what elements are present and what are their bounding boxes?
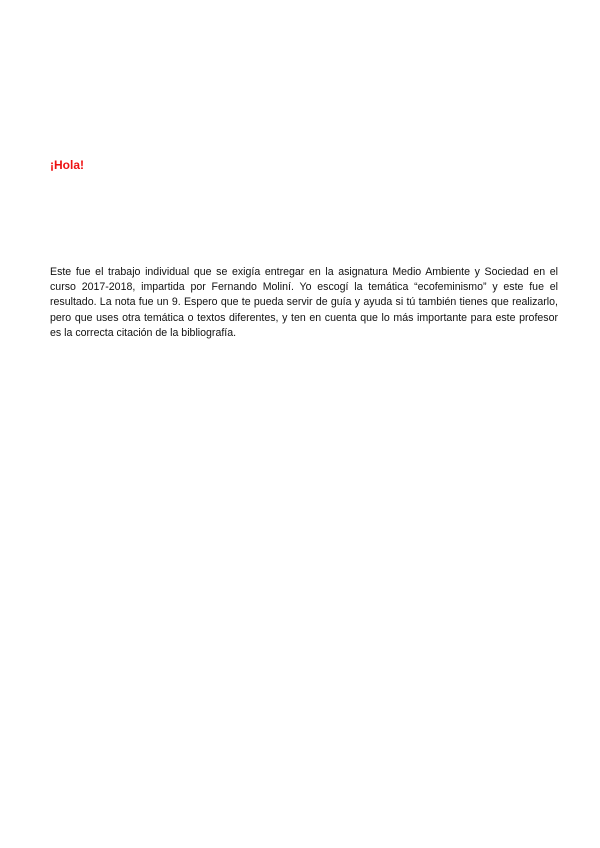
greeting-heading: ¡Hola! [50, 158, 84, 172]
intro-paragraph: Este fue el trabajo individual que se exigía entregar en la asignatura Medio Ambiente y Sociedad en el curso 2017-2018, impartida por Fernando Moliní. Yo escogí la temática “ecofeminismo” y este fue el resultado. La nota fue un 9. Espero que te pueda servir de guía y ayuda si tú también tienes que realizarlo, pero que uses otra temática o textos diferentes, y ten en cuenta que lo más importante para este profesor es la correcta citación de la bibliografía. [50, 266, 558, 339]
